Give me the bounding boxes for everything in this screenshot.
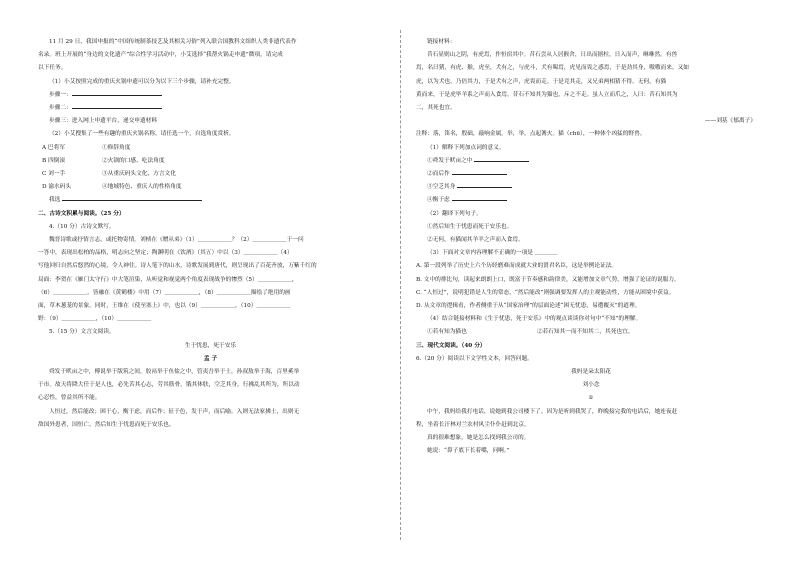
choice-item: A. 第一段列举了历史上六个历经磨难而成就大业的贤君名臣，这是举例论证法。 — [416, 263, 618, 270]
link-text-line: 焉，名曰猪，有虎、猴，虎至，犬有之，与虎斗，犬有嗥焉，虎见而畏之惑焉，于是劲其身，嗷嗷而来。又如 — [416, 65, 689, 72]
intro-line: 以下任务。 — [38, 65, 67, 72]
link-text-line: 昔石显则山之阴，有虎焉，作恒宿其中。昔石尝从人居猴舍，日出而据柱，日入而声，咻咻然。有兽 — [427, 52, 678, 59]
passage-line: 于市。故天将降大任于是人也，必先苦其心志，劳其筋骨，饿其体肤，空乏其身，行拂乱其所为，所以动 — [38, 382, 300, 389]
link-source: ——刘基《郁离子》 — [704, 118, 756, 125]
story-title: 我妈是朵太阳花 — [571, 369, 611, 376]
passage-title: 生于忧患，死于安乐 — [184, 342, 237, 349]
step-1: 步骤一： — [38, 89, 383, 102]
poem-line: 面，草木葱茏的景象。同时，王维在《使至塞上》中，也以（9）＿＿＿＿＿＿，（10）＿＿＿＿＿＿ — [38, 303, 291, 310]
translate-item: ①然后知生于忧患而死于安乐也。 — [427, 223, 513, 230]
column-divider — [400, 30, 401, 540]
option-row: B 四倒滚 ②火锅的口感、吃法角度 — [42, 157, 165, 164]
option-row: D 渝水码头 ④地域特色、重庆人的性格角度 — [42, 184, 182, 191]
intro-line: 11 月 29 日，我国申报的“中国传统制茶技艺及其相关习俗”列入联合国教科文组织人类非遗代表作 — [49, 39, 297, 45]
story-line: 她说：“鼻子底下长着嘴，问啊。” — [427, 448, 510, 455]
passage-line: 敌国外患者，国恒亡。然后知生于忧患而死于安乐也。 — [38, 421, 175, 428]
define-item: ④衡于虑 — [416, 194, 766, 207]
poem-line: 写他回归自然后悠然的心境，令人神往。诗人笔下的山水，诗歌发展到唐代，则呈现出了百花齐放，万紫千红的 — [38, 263, 317, 270]
poem-line: （6）＿＿＿＿＿＿，皆融在《黄鹤楼》中用（7）＿＿＿＿＿＿，（8）＿＿＿＿＿＿描绘了绝用的画 — [38, 289, 291, 296]
story-line: 真的很难想象，她是怎么找到我公司的。 — [427, 435, 530, 442]
question-1: （1）小艾按照完成的重庆火锅申遗可以分为以下三个步骤，请补充完整。 — [49, 78, 235, 85]
story-section-number: ① — [588, 395, 594, 402]
intro-line: 名录。班上开展的“身边的文化遗产”综合性学习活动中，小艾选择“我帮火锅走申遗”微项，请完成 — [38, 52, 283, 59]
question-4: 4.（10 分）古诗文默写。 — [49, 223, 115, 230]
option-row: A 巴将军 ①修辞角度 — [42, 144, 131, 151]
section-2-heading: 二、古诗文积累与阅读。（25 分） — [38, 210, 125, 217]
left-column — [38, 36, 383, 432]
section-3-heading: 三、现代文阅读。（40 分） — [416, 342, 486, 349]
poem-line: 局面：李贺在《雁门太守行》中大笔渲染，从听觉和视觉两个角度表现战争的惨烈（5）＿＿＿＿＿＿， — [38, 276, 298, 283]
passage-author: 孟 子 — [203, 355, 218, 362]
question-6: 6.（20 分）阅读以下文学性文本，回答问题。 — [416, 355, 533, 362]
step-3: 步骤三：进入网上申遗平台，递交申遗材料 — [49, 118, 158, 125]
sub-question-1: （1）解释下列加点词的意义。 — [427, 144, 505, 151]
story-line: 中午，我妈给我打电话，说她到我公司楼下了。因为是听到我哭了，昨晚接完我的电话后，她连夜赶 — [427, 408, 678, 415]
sub-question-2: （2）翻译下列句子。 — [427, 210, 482, 217]
link-material-label: 链接材料： — [427, 39, 456, 45]
question-2: （2）小艾搜集了一些有趣的重庆火锅名称，请任选一个，自选角度赏析。 — [49, 131, 235, 138]
story-line: 程，坐着长汗林对兰农村风尘仆仆赶到北京。 — [416, 421, 530, 428]
passage-line: 心忍性，曾益其所不能。 — [38, 395, 101, 402]
poem-line: 一答中，表现出松柏的品格，明志向之坚定；陶渊明在《饮酒》（其五）中以（3）＿＿＿＿＿＿（4） — [38, 250, 293, 257]
question-5: 5.（15 分）文言文阅读。 — [49, 329, 115, 336]
poem-line: 野：（9）＿＿＿＿＿＿，（10）＿＿＿＿＿＿ — [38, 316, 152, 323]
step-2: 步骤二： — [38, 102, 383, 115]
link-text-line: 二，其死也宜。 — [416, 105, 456, 112]
translate-item: ②无何，有猫闻其羊羊之声而入食焉。 — [427, 237, 524, 244]
choose-line: 我选 — [38, 194, 383, 207]
sub-question-3: （3）下面对文章内容理解不正确的一项是 ＿＿＿＿ — [427, 250, 558, 257]
define-item: ②而后作 — [416, 168, 766, 181]
passage-line: 舜发于畎亩之中，傅说举于版筑之间，胶鬲举于鱼盐之中，管夷吾举于士，孙叔敖举于海，百里奚举 — [49, 369, 300, 376]
right-column — [416, 36, 766, 459]
passage-line: 人恒过，然后能改；困于心，衡于虑，而后作；征于色，发于声，而后喻。入则无法家拂士，出则无 — [49, 408, 300, 415]
link-text-line: 虎，以为犬也，乃倍其力，于是犬有之声，虎畏而走。于是竞其走，又兄弟两相猜不得。无何，有猫 — [416, 78, 667, 85]
sub-question-4-item: ①若有知为猫也 ②若石知其一而不知其二，其死也宜。 — [427, 329, 634, 336]
choice-item: C. “人恒过”，说明犯错是人生的常态，“然后能改”则强调要发挥人的主观能动性，方能从困境中获益。 — [416, 289, 675, 296]
define-item: ③空乏其身 — [416, 181, 766, 194]
sub-question-4: （4）结合链接材料和《生于忧患，死于安乐》中的观点谈谈你对句中“不知”的理解。 — [427, 316, 642, 323]
story-author: 刘小念 — [582, 382, 600, 389]
link-text-line: 黄而来，于是虎毕羊系之声而入食焉。昔石不知其为猫也，斥之不走。虽人立而爪之，人曰：昔石知其为 — [416, 91, 678, 98]
option-row: C 刘一手 ③从重庆码头文化、方言文化 — [42, 171, 176, 178]
choice-item: B. 文中的排比句，读起来朗朗上口，既富于节奏感和韵律美，又能增加文章气势，增强了论证的说服力。 — [416, 276, 680, 283]
define-item: ①舜发于畎亩之中 — [416, 155, 766, 168]
poem-line: 魏晋诗歌或抒情言志，或托物寄情。刘桢在《赠从弟》（1）＿＿＿＿＿＿？（2）＿＿＿＿＿＿于一问 — [49, 237, 304, 244]
notes: 注释：落，笛名，殷础，敲响金属。举，举，点起篝火。猫（chū），一种体个凶猛的野兽。 — [416, 131, 646, 138]
choice-item: D. 从文章的逻辑看，作者侧重于从“国家治理”的层面论述“困无忧患，易遭覆灭”的道理。 — [416, 303, 641, 310]
